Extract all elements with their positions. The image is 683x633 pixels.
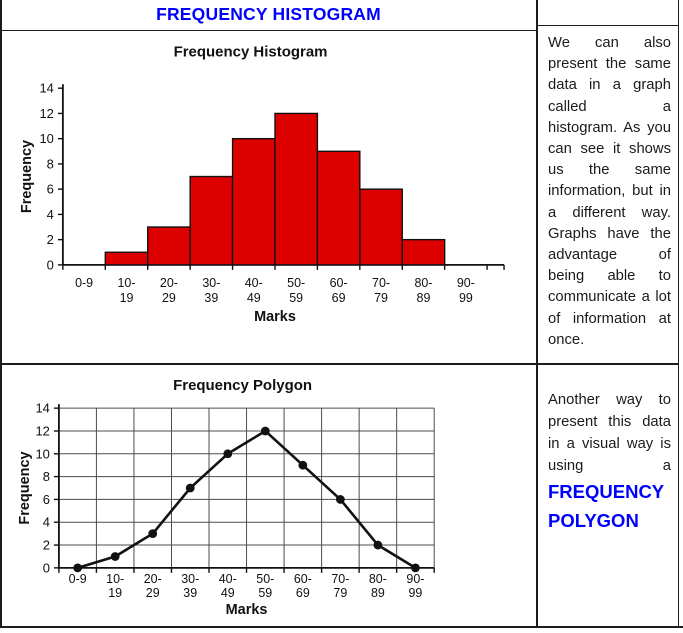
x-category-label: 20- <box>143 571 162 586</box>
data-point <box>411 563 420 572</box>
x-category-label: 30- <box>181 571 200 586</box>
data-point <box>111 552 120 561</box>
histogram-bar <box>190 177 232 265</box>
x-category-label: 79 <box>374 290 388 305</box>
x-category-label: 59 <box>258 585 273 600</box>
y-tick-label: 2 <box>42 537 50 553</box>
y-tick-label: 12 <box>35 423 50 439</box>
y-tick-label: 0 <box>42 560 50 576</box>
y-tick-label: 12 <box>39 105 54 121</box>
histogram-bar <box>317 151 359 265</box>
x-category-label: 70- <box>331 571 350 586</box>
frequency-polygon-highlight: FREQUENCY POLYGON <box>548 481 665 531</box>
x-category-label: 49 <box>246 290 261 305</box>
x-category-label: 29 <box>145 585 160 600</box>
x-category-label: 79 <box>333 585 348 600</box>
y-tick-label: 4 <box>42 514 50 530</box>
y-tick-label: 10 <box>39 131 54 147</box>
x-axis-title: Marks <box>254 308 296 325</box>
data-point <box>336 495 345 504</box>
y-tick-label: 8 <box>46 156 54 172</box>
histogram-bar <box>148 227 190 265</box>
x-category-label: 69 <box>295 585 310 600</box>
polygon-note-cell <box>539 365 678 625</box>
chart-title: Frequency Polygon <box>173 377 313 395</box>
x-category-label: 0-9 <box>75 275 94 290</box>
y-tick-label: 6 <box>46 181 54 197</box>
x-category-label: 69 <box>331 290 346 305</box>
x-category-label: 10- <box>117 275 136 290</box>
data-point <box>261 427 270 436</box>
y-tick-label: 8 <box>42 469 50 485</box>
data-point <box>374 541 383 550</box>
y-tick-label: 0 <box>46 257 54 273</box>
frequency-polygon-chart <box>1 365 537 627</box>
x-category-label: 39 <box>204 290 219 305</box>
x-category-label: 99 <box>408 585 423 600</box>
y-tick-label: 14 <box>39 80 54 96</box>
data-point <box>73 563 82 572</box>
page-title: FREQUENCY HISTOGRAM <box>156 4 381 24</box>
y-axis-title: Frequency <box>18 139 35 214</box>
x-category-label: 20- <box>159 275 178 290</box>
data-point <box>223 449 232 458</box>
x-category-label: 60- <box>329 275 348 290</box>
histogram-bar <box>233 139 275 265</box>
data-point <box>186 484 195 493</box>
histogram-bar <box>360 189 402 265</box>
x-category-label: 80- <box>414 275 433 290</box>
x-category-label: 10- <box>106 571 125 586</box>
x-category-label: 19 <box>108 585 123 600</box>
x-category-label: 89 <box>370 585 385 600</box>
x-category-label: 49 <box>220 585 235 600</box>
x-category-label: 59 <box>289 290 304 305</box>
data-point <box>298 461 307 470</box>
y-axis-title: Frequency <box>16 451 33 525</box>
x-category-label: 60- <box>293 571 312 586</box>
x-category-label: 19 <box>119 290 134 305</box>
x-category-label: 80- <box>368 571 387 586</box>
y-tick-label: 6 <box>42 491 50 507</box>
x-category-label: 40- <box>244 275 263 290</box>
y-tick-label: 4 <box>46 206 54 222</box>
polygon-note-text <box>548 389 671 535</box>
histogram-bar <box>275 113 317 264</box>
x-category-label: 40- <box>218 571 237 586</box>
x-category-label: 70- <box>372 275 391 290</box>
x-category-label: 90- <box>456 275 475 290</box>
polygon-note-prefix: Another way to present this data in a visual way is using a <box>548 392 671 474</box>
histogram-note-cell <box>539 26 678 363</box>
histogram-bar <box>402 240 444 265</box>
x-category-label: 39 <box>183 585 198 600</box>
x-category-label: 50- <box>256 571 275 586</box>
frequency-histogram-chart <box>1 31 537 364</box>
y-tick-label: 10 <box>35 446 50 462</box>
y-tick-label: 2 <box>46 232 54 248</box>
x-category-label: 99 <box>458 290 473 305</box>
y-tick-label: 14 <box>35 400 50 416</box>
data-point <box>148 529 157 538</box>
x-category-label: 30- <box>202 275 221 290</box>
x-axis-title: Marks <box>225 601 268 618</box>
x-category-label: 0-9 <box>68 571 87 586</box>
x-category-label: 29 <box>161 290 176 305</box>
chart-title: Frequency Histogram <box>173 43 328 61</box>
x-category-label: 89 <box>416 290 431 305</box>
x-category-label: 50- <box>287 275 306 290</box>
histogram-bar <box>105 252 147 265</box>
x-category-label: 90- <box>406 571 425 586</box>
histogram-note-text: We can also present the same data in a graph called a histogram. As you can see it shows us the same information, but in a different way. Graphs have the advantage of being able to communicate a lot of information at once. <box>548 35 671 348</box>
